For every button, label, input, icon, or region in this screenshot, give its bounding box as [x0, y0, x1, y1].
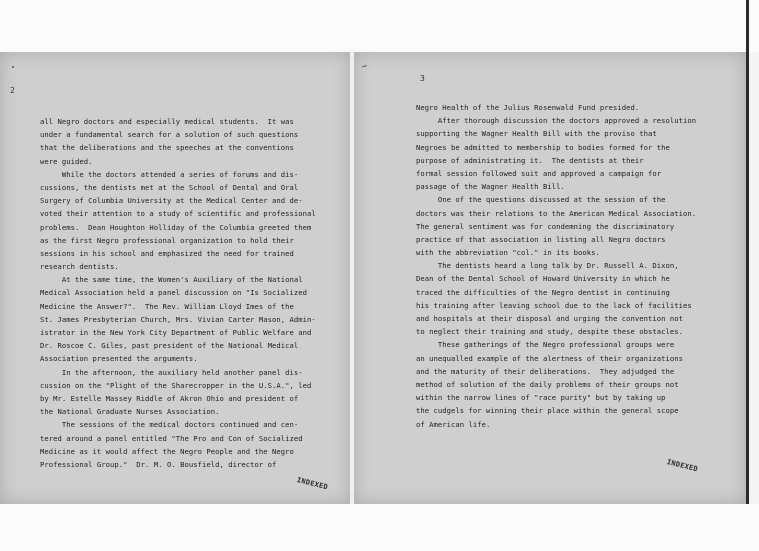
text-line: to neglect their training and study, despite these obstacles.: [416, 327, 684, 337]
text-line: Dean of the Dental School of Howard University in which he: [416, 274, 670, 284]
text-line: within the narrow lines of "race purity" but by taking up: [416, 393, 666, 403]
text-line: of American life.: [416, 419, 491, 429]
scan-top-margin: [0, 0, 759, 52]
text-line: traced the difficulties of the Negro dentist in continuing: [416, 287, 670, 297]
text-line: istrator in the New York City Department of Public Welfare and: [40, 328, 312, 337]
left-page-number: 2: [10, 86, 15, 95]
text-line: These gatherings of the Negro professional groups were: [416, 340, 675, 350]
text-line: tered around a panel entitled "The Pro and Con of Socialized: [40, 433, 303, 443]
scan-edge-line: [746, 0, 749, 551]
text-line: After thorough discussion the doctors approved a resolution: [416, 116, 697, 126]
text-line: Medical Association held a panel discussion on "Is Socialized: [40, 288, 308, 298]
indexed-stamp: INDEXED: [666, 458, 699, 474]
text-line: Negro Health of the Julius Rosenwald Fund presided.: [416, 103, 640, 112]
text-line: One of the questions discussed at the session of the: [416, 195, 666, 205]
text-line: formal session followed suit and approved a campaign for: [416, 168, 662, 178]
scan-speck: [12, 66, 14, 68]
text-line: problems. Dean Houghton Holliday of the Columbia greeted them: [40, 222, 312, 232]
pencil-mark: ~: [360, 61, 369, 73]
text-line: were guided.: [40, 156, 93, 166]
text-line: The dentists heard a long talk by Dr. Russell A. Dixon,: [416, 261, 679, 271]
text-line: Surgery of Columbia University at the Medical Center and de-: [40, 196, 303, 206]
text-line: the National Graduate Nurses Association.: [40, 407, 220, 417]
text-line: At the same time, the Women's Auxiliary of the National: [40, 275, 303, 285]
text-line: with the abbreviation "col." in its books.: [416, 248, 600, 258]
right-page: [354, 52, 746, 504]
left-page: [0, 52, 350, 504]
text-line: passage of the Wagner Health Bill.: [416, 182, 565, 192]
scan-bottom-margin: [0, 504, 759, 551]
text-line: all Negro doctors and especially medical students. It was: [40, 117, 294, 126]
text-line: Association presented the arguments.: [40, 354, 198, 364]
text-line: Professional Group." Dr. M. O. Bousfield, director of: [40, 459, 277, 469]
indexed-stamp: INDEXED: [296, 476, 329, 492]
text-line: The sessions of the medical doctors continued and cen-: [40, 420, 299, 430]
text-line: sessions in his school and emphasized the need for trained: [40, 248, 294, 258]
text-line: method of solution of the daily problems of their groups not: [416, 379, 679, 389]
text-line: In the afternoon, the auxiliary held another panel dis-: [40, 367, 303, 377]
text-line: an unequalled example of the alertness of their organizations: [416, 353, 684, 363]
text-line: research dentists.: [40, 262, 119, 272]
text-line: practice of that association in listing all Negro doctors: [416, 234, 666, 244]
text-line: supporting the Wagner Health Bill with the proviso that: [416, 129, 657, 139]
text-line: voted their attention to a study of scientific and professional: [40, 209, 316, 219]
text-line: cussions, the dentists met at the School of Dental and Oral: [40, 182, 299, 192]
text-line: St. James Presbyterian Church, Mrs. Vivian Carter Mason, Admin-: [40, 314, 316, 324]
text-line: cussion on the "Plight of the Sharecropper in the U.S.A.", led: [40, 380, 312, 390]
left-page-body: [40, 115, 316, 471]
text-line: The general sentiment was for condemning the discriminatory: [416, 221, 675, 231]
text-line: under a fundamental search for a solution of such questions: [40, 130, 299, 140]
text-line: doctors was their relations to the American Medical Association.: [416, 208, 697, 218]
text-line: the cudgels for winning their place within the general scope: [416, 406, 679, 416]
right-page-body: [416, 101, 696, 431]
text-line: his training after leaving school due to the lack of facilities: [416, 300, 692, 310]
text-line: that the deliberations and the speeches at the conventions: [40, 143, 294, 153]
text-line: as the first Negro professional organization to hold their: [40, 235, 294, 245]
text-line: purpose of administrating it. The dentists at their: [416, 155, 644, 165]
text-line: Negroes be admitted to membership to bodies formed for the: [416, 142, 670, 152]
text-line: Dr. Roscoe C. Giles, past president of the National Medical: [40, 341, 299, 351]
text-line: Medicine the Answer?". The Rev. William Lloyd Imes of the: [40, 301, 294, 311]
right-page-number: 3: [420, 74, 425, 83]
text-line: by Mr. Estelle Massey Riddle of Akron Ohio and president of: [40, 393, 299, 403]
text-line: and hospitals at their disposal and urging the convention not: [416, 314, 684, 323]
text-line: While the doctors attended a series of forums and dis-: [40, 169, 299, 179]
text-line: and the maturity of their deliberations. They adjudged the: [416, 366, 675, 376]
text-line: Medicine as it would affect the Negro People and the Negro: [40, 446, 294, 456]
